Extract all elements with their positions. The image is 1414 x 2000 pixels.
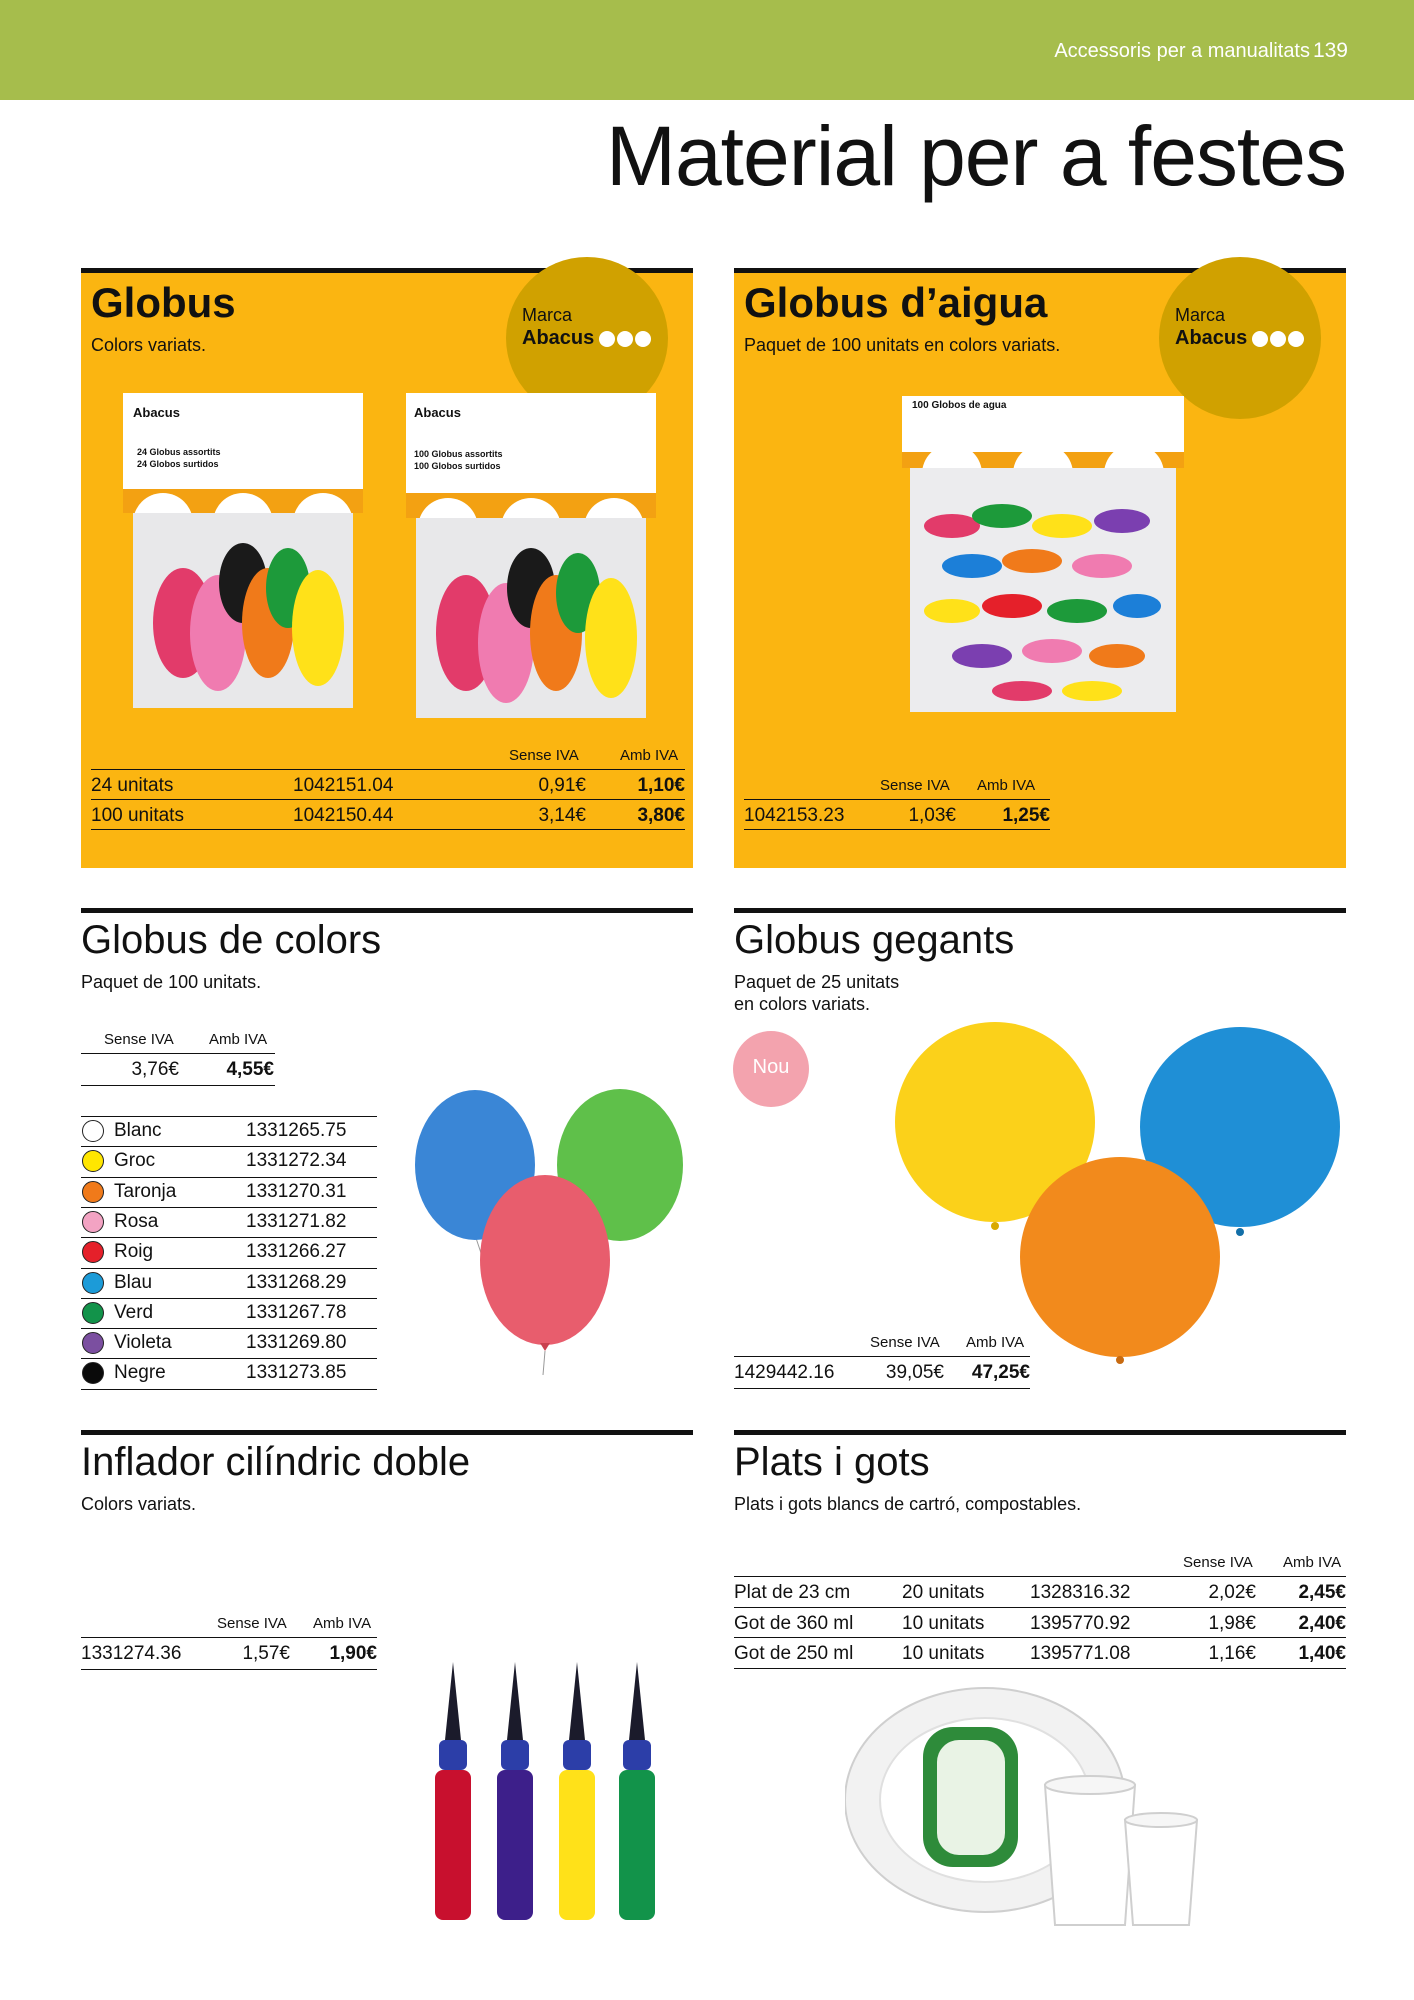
- table-rule: [81, 1637, 377, 1638]
- table-rule: [81, 1389, 377, 1390]
- table-rule: [81, 1207, 377, 1208]
- header-gross: Amb IVA: [620, 747, 679, 764]
- cell-gross: 2,45€: [1298, 1582, 1346, 1603]
- cell-qty: 20 unitats: [902, 1582, 985, 1603]
- color-name: Rosa: [114, 1211, 159, 1232]
- header-net: Sense IVA: [1183, 1554, 1253, 1571]
- pack-line2: 100 Globos surtidos: [414, 461, 501, 471]
- table-rule: [744, 829, 1050, 830]
- table-rule: [81, 1298, 377, 1299]
- page-title: Material per a festes: [605, 109, 1346, 203]
- color-swatch-icon: [82, 1272, 104, 1294]
- header-net: Sense IVA: [104, 1031, 174, 1048]
- header-gross: Amb IVA: [209, 1031, 268, 1048]
- page-header: [0, 0, 1414, 100]
- brand-dots-icon: [599, 331, 653, 352]
- color-name: Violeta: [114, 1332, 172, 1353]
- giant-balloons-image: [895, 1022, 1350, 1382]
- color-name: Negre: [114, 1362, 166, 1383]
- pack-brand: Abacus: [414, 405, 461, 420]
- table-rule: [734, 1607, 1346, 1608]
- header-net: Sense IVA: [509, 747, 579, 764]
- colored-balloons-image: [415, 1085, 690, 1375]
- section-divider: [734, 1430, 1346, 1435]
- balloon-pump-image: [425, 1662, 665, 1924]
- cell-net: 2,02€: [1208, 1582, 1256, 1603]
- color-name: Taronja: [114, 1181, 177, 1202]
- header-gross: Amb IVA: [313, 1615, 372, 1632]
- table-rule: [734, 1637, 1346, 1638]
- balloon-pack-100-image: [406, 393, 656, 723]
- color-swatch-icon: [82, 1120, 104, 1142]
- cell-code: 1328316.32: [1030, 1582, 1131, 1603]
- color-code: 1331273.85: [246, 1362, 347, 1383]
- color-name: Blanc: [114, 1120, 162, 1141]
- table-rule: [91, 829, 685, 830]
- color-code: 1331265.75: [246, 1120, 347, 1141]
- color-swatch-icon: [82, 1302, 104, 1324]
- table-rule: [734, 1576, 1346, 1577]
- color-swatch-icon: [82, 1211, 104, 1233]
- brand-name: Abacus: [522, 327, 595, 349]
- globus-aigua-subtitle: Paquet de 100 unitats en colors variats.: [744, 335, 1061, 355]
- inflador-title: Inflador cilíndric doble: [81, 1440, 471, 1484]
- table-rule: [81, 1177, 377, 1178]
- section-title: Accessoris per a manualitats: [1054, 40, 1310, 62]
- page-number: 139: [1312, 39, 1348, 62]
- color-swatch-icon: [82, 1181, 104, 1203]
- globus-colors-subtitle: Paquet de 100 unitats.: [81, 972, 262, 992]
- cell-item: Got de 250 ml: [734, 1643, 854, 1664]
- table-rule: [81, 1358, 377, 1359]
- header-gross: Amb IVA: [1283, 1554, 1342, 1571]
- globus-gegants-subtitle-2: en colors variats.: [734, 994, 871, 1014]
- water-balloon-pack-image: [902, 396, 1184, 714]
- color-swatch-icon: [82, 1241, 104, 1263]
- cell-net: 1,98€: [1208, 1613, 1256, 1634]
- globus-panel: Globus Colors variats. Marca Abacus Abacus 24 Globus assortits 24 Globos surtidos Abacus 100 Globus assortits 100 Globos surtidos Sense IVA Amb IVA 24 unitats 1042151.04 0,91€ 1,10€ 100 unitats 1042150.44 3,14€ 3,80€: [81, 268, 693, 868]
- brand-dots-icon: [1252, 331, 1306, 352]
- color-code: 1331268.29: [246, 1272, 347, 1293]
- color-name: Groc: [114, 1150, 156, 1171]
- globus-colors-title: Globus de colors: [81, 918, 382, 962]
- pack-line1: 100 Globus assortits: [414, 449, 503, 459]
- table-rule: [734, 1356, 1030, 1357]
- cell-item: Got de 360 ml: [734, 1613, 854, 1634]
- header-net: Sense IVA: [217, 1615, 287, 1632]
- pack-label: 100 Globos de agua: [912, 400, 1007, 411]
- cell-net: 1,16€: [1208, 1643, 1256, 1664]
- cell-gross: 2,40€: [1298, 1613, 1346, 1634]
- color-name: Blau: [114, 1272, 153, 1293]
- cell-code: 1395770.92: [1030, 1613, 1131, 1634]
- pack-line1: 24 Globus assortits: [137, 447, 221, 457]
- color-code: 1331271.82: [246, 1211, 347, 1232]
- color-swatch-icon: [82, 1332, 104, 1354]
- pack-line2: 24 Globos surtidos: [137, 459, 219, 469]
- globus-subtitle: Colors variats.: [91, 335, 207, 355]
- globus-aigua-panel: Globus d’aigua Paquet de 100 unitats en colors variats. Marca Abacus 100 Globos de agua Sense IVA Amb IVA 1042153.23 1,03€ 1,25€: [734, 268, 1346, 868]
- color-swatch-icon: [82, 1150, 104, 1172]
- table-rule: [81, 1146, 377, 1147]
- cell-code: 1395771.08: [1030, 1643, 1131, 1664]
- table-rule: [81, 1116, 377, 1117]
- table-rule: [81, 1669, 377, 1670]
- table-rule: [81, 1268, 377, 1269]
- globus-gegants-title: Globus gegants: [734, 918, 1015, 962]
- color-code: 1331272.34: [246, 1150, 347, 1171]
- globus-title: Globus: [91, 279, 236, 326]
- table-rule: [91, 799, 685, 800]
- balloon-pack-24-image: [123, 393, 363, 711]
- color-code: 1331266.27: [246, 1241, 347, 1262]
- cell-qty: 10 unitats: [902, 1613, 985, 1634]
- table-rule: [81, 1328, 377, 1329]
- cell-qty: 10 unitats: [902, 1643, 985, 1664]
- table-rule: [734, 1388, 1030, 1389]
- header-gross: Amb IVA: [966, 1334, 1025, 1351]
- new-badge: Nou: [733, 1031, 809, 1107]
- brand-badge: [1159, 257, 1321, 419]
- pack-brand: Abacus: [133, 405, 180, 420]
- globus-aigua-title: Globus d’aigua: [744, 279, 1048, 326]
- table-rule: [81, 1085, 275, 1086]
- table-rule: [744, 799, 1050, 800]
- brand-label: Marca: [1175, 305, 1226, 325]
- plats-gots-subtitle: Plats i gots blancs de cartró, compostables.: [734, 1494, 1082, 1514]
- color-code: 1331267.78: [246, 1302, 347, 1323]
- header-net: Sense IVA: [880, 777, 950, 794]
- color-name: Verd: [114, 1302, 154, 1323]
- color-code: 1331270.31: [246, 1181, 347, 1202]
- header-net: Sense IVA: [870, 1334, 940, 1351]
- color-code: 1331269.80: [246, 1332, 347, 1353]
- brand-name: Abacus: [1175, 327, 1248, 349]
- table-rule: [734, 1668, 1346, 1669]
- brand-label: Marca: [522, 305, 573, 325]
- section-divider: [81, 908, 693, 913]
- table-rule: [91, 769, 685, 770]
- cell-item: Plat de 23 cm: [734, 1582, 851, 1603]
- section-divider: [734, 908, 1346, 913]
- header-gross: Amb IVA: [977, 777, 1036, 794]
- plates-cups-image: [845, 1685, 1220, 1930]
- table-rule: [81, 1053, 275, 1054]
- inflador-subtitle: Colors variats.: [81, 1494, 197, 1514]
- color-name: Roig: [114, 1241, 154, 1262]
- cell-gross: 1,40€: [1298, 1643, 1346, 1664]
- plats-gots-title: Plats i gots: [734, 1440, 930, 1484]
- globus-gegants-subtitle-1: Paquet de 25 unitats: [734, 972, 900, 992]
- section-divider: [81, 1430, 693, 1435]
- table-rule: [81, 1237, 377, 1238]
- color-swatch-icon: [82, 1362, 104, 1384]
